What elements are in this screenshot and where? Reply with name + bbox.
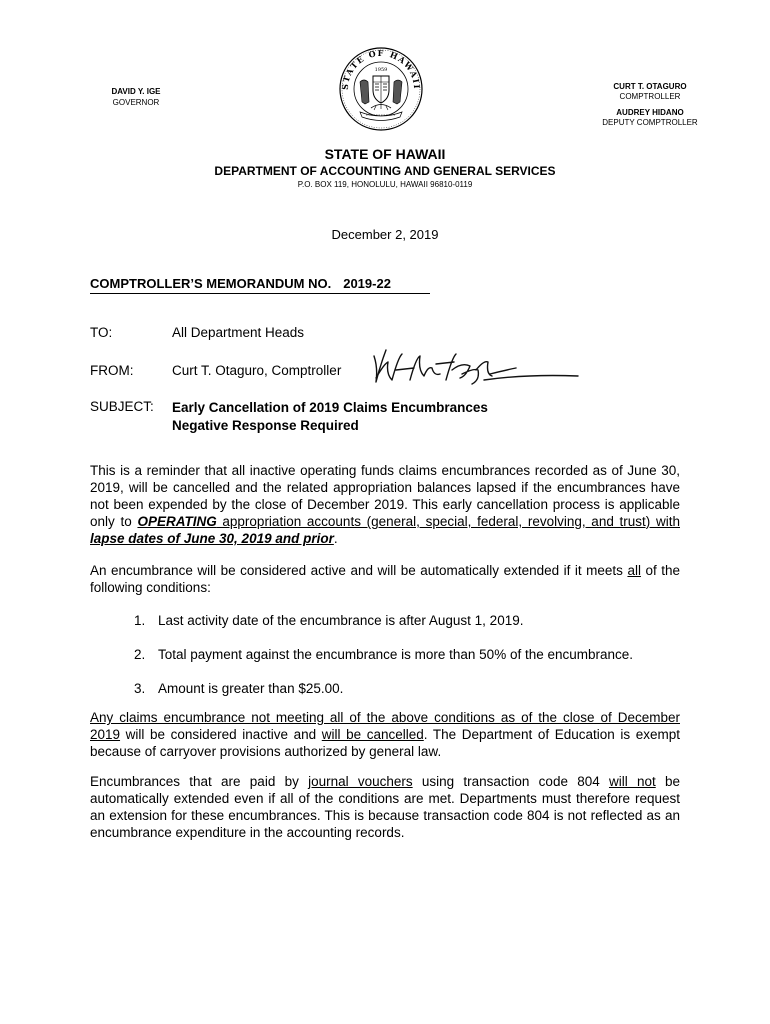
seal-text: STATE OF HAWAII xyxy=(339,47,423,91)
list-number: 3. xyxy=(134,681,146,696)
from-label: FROM: xyxy=(90,363,134,378)
list-item xyxy=(134,680,680,697)
paragraph-1-text: This is a reminder that all inactive operating funds claims encumbrances recorded as of June 30, 2019, will be cancelled and the related appropriation balances lapsed if the encumbrances have not been expended by the close of December 2019. This early cancellation process is applicable only to xyxy=(90,463,680,529)
memo-title: COMPTROLLER’S MEMORANDUM NO. xyxy=(90,276,332,291)
memo-number: 2019-22 xyxy=(343,276,391,291)
state-seal-icon xyxy=(338,46,424,132)
list-text: Amount is greater than $25.00. xyxy=(158,681,344,696)
to-value: All Department Heads xyxy=(172,325,305,340)
governor-block xyxy=(96,86,176,108)
paragraph-3-end: . The Department of Education is exempt because of carryover provisions authorized by general law. xyxy=(90,727,681,759)
governor-title: GOVERNOR xyxy=(112,98,160,107)
deputy-name: AUDREY HIDANO xyxy=(616,108,684,117)
from-value: Curt T. Otaguro, Comptroller xyxy=(172,363,342,378)
department-address: P.O. BOX 119, HONOLULU, HAWAII 96810-0119 xyxy=(297,180,473,189)
paragraph-1-end: . xyxy=(333,531,338,546)
state-name: STATE OF HAWAII xyxy=(324,146,446,162)
operating-emphasis: OPERATING xyxy=(137,514,217,529)
cancelled-emphasis: will be cancelled xyxy=(321,727,424,742)
subject-line-2: Negative Response Required xyxy=(172,418,359,433)
will-not-emphasis: will not xyxy=(608,774,656,789)
all-emphasis: all xyxy=(627,563,641,578)
paragraph-4-mid: using transaction code 804 xyxy=(412,774,609,789)
paragraph-journal-vouchers xyxy=(90,773,680,841)
lapse-dates-emphasis: lapse dates of June 30, 2019 and prior xyxy=(90,531,334,546)
agency-header xyxy=(0,145,770,191)
signature-icon xyxy=(366,340,582,392)
list-text: Total payment against the encumbrance is more than 50% of the encumbrance. xyxy=(158,647,634,662)
department-name: DEPARTMENT OF ACCOUNTING AND GENERAL SERVICES xyxy=(214,164,556,178)
subject-value xyxy=(172,399,488,435)
list-text: Last activity date of the encumbrance is after August 1, 2019. xyxy=(158,613,524,628)
governor-name: DAVID Y. IGE xyxy=(111,87,161,96)
not-meeting-emphasis: Any claims encumbrance not meeting all of the above conditions as of the close of December 2019 xyxy=(90,710,680,742)
paragraph-reminder xyxy=(90,462,680,547)
paragraph-3-text: will be considered inactive and xyxy=(120,727,322,742)
paragraph-4-end: be automatically extended even if all of the conditions are met. Departments must therefore request an extension for these encumbrances. This is because transaction code 804 is not reflected as an encumbrance expenditure in the accounting records. xyxy=(90,774,680,840)
list-number: 2. xyxy=(134,647,146,662)
list-item xyxy=(134,612,680,629)
paragraph-4-text: Encumbrances that are paid by xyxy=(90,774,309,789)
comptroller-title: COMPTROLLER xyxy=(619,92,681,101)
list-number: 1. xyxy=(134,613,146,628)
paragraph-2-text: An encumbrance will be considered active and will be automatically extended if it meets xyxy=(90,563,628,578)
subject-line-1: Early Cancellation of 2019 Claims Encumbrances xyxy=(172,400,488,415)
deputy-title: DEPUTY COMPTROLLER xyxy=(602,118,698,127)
comptroller-block xyxy=(590,82,710,128)
journal-vouchers-emphasis: journal vouchers xyxy=(308,774,413,789)
comptroller-name: CURT T. OTAGURO xyxy=(613,82,687,91)
memo-heading xyxy=(90,276,430,294)
subject-label: SUBJECT: xyxy=(90,399,154,414)
memo-date: December 2, 2019 xyxy=(331,227,439,242)
list-item xyxy=(134,646,680,663)
paragraph-cancellation xyxy=(90,709,680,760)
paragraph-1-accounts: appropriation accounts (general, special, federal, revolving, and trust) with xyxy=(216,514,680,529)
paragraph-2-end: of the following conditions: xyxy=(90,563,681,595)
to-label: TO: xyxy=(90,325,113,340)
paragraph-conditions-intro xyxy=(90,562,680,596)
seal-year: 1959 xyxy=(374,67,388,73)
